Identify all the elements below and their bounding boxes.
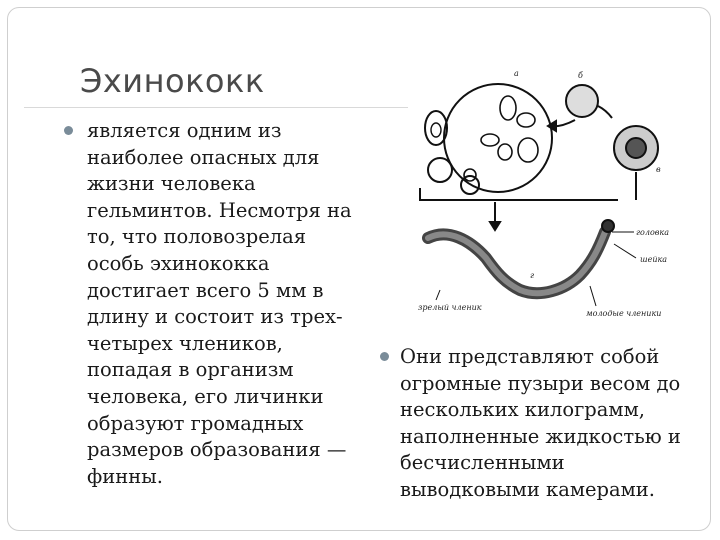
label-b: б: [578, 71, 583, 80]
text-line: достигает всего 5 мм в: [87, 278, 324, 302]
text-line: наиболее опасных для: [87, 145, 320, 169]
text-line: Они представляют собой: [400, 345, 660, 368]
label-mature: зрелый членик: [418, 303, 482, 312]
text-line: размеров образования —: [87, 438, 347, 462]
label-head: головка: [636, 228, 669, 237]
text-line: то, что половозрелая: [87, 225, 307, 249]
text-line: выводковыми камерами.: [400, 477, 656, 501]
text-line: нескольких килограмм,: [400, 398, 645, 422]
text-line: четырех члеников,: [87, 331, 283, 355]
label-g: г: [530, 271, 535, 280]
bullet-icon: [64, 126, 73, 135]
text-line: особь эхинококка: [87, 251, 270, 275]
text-line: жизни человека: [87, 172, 256, 196]
label-neck: шейка: [640, 255, 668, 264]
text-line: образуют громадных: [87, 411, 304, 435]
label-young: молодые членики: [586, 309, 662, 318]
label-v: в: [656, 165, 661, 174]
text-line: огромные пузыри весом до: [400, 371, 681, 395]
slide-title: Эхинококк: [80, 62, 265, 100]
right-bullet-text: [400, 344, 710, 504]
text-line: финны.: [87, 464, 163, 488]
text-line: является одним из: [87, 119, 282, 142]
text-line: человека, его личинки: [87, 384, 324, 408]
text-line: попадая в организм: [87, 358, 294, 382]
text-line: длину и состоит из трех-: [87, 305, 343, 329]
left-bullet-text: [87, 118, 387, 490]
text-line: наполненные жидкостью и: [400, 424, 681, 448]
title-divider: [24, 107, 408, 108]
echinococcus-lifecycle-diagram: [408, 68, 676, 336]
label-a: а: [514, 69, 519, 78]
text-line: бесчисленными: [400, 451, 565, 475]
bullet-icon: [380, 352, 389, 361]
text-line: гельминтов. Несмотря на: [87, 198, 352, 222]
